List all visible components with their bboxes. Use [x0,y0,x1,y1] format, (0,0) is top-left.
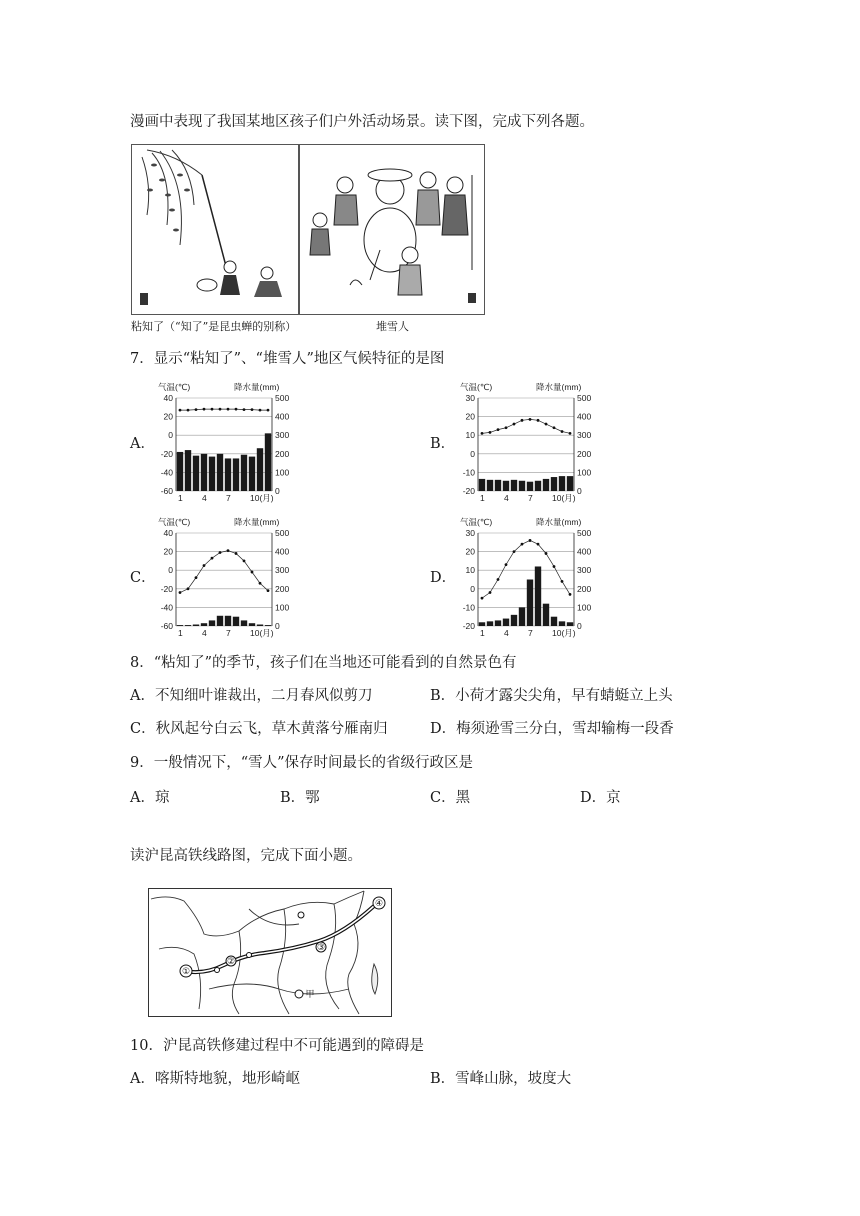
temp-tick-label: 20 [163,546,173,557]
precip-bar [193,625,199,626]
temp-point [497,578,500,581]
precip-bar [479,622,485,626]
q9-option-a: A．琼 [130,790,170,806]
temp-point [203,564,206,567]
temp-point [235,552,238,555]
precip-bar [201,454,207,491]
x-tick-label: 4 [202,628,207,638]
precip-bar [543,604,549,626]
map-marker-4: ④ [374,899,384,909]
precip-bar [535,566,541,626]
temp-tick-label: 20 [465,411,475,422]
intro-text-2: 读沪昆高铁线路图，完成下面小题。 [130,848,362,864]
precip-tick-label: 300 [577,430,592,441]
precip-bar [567,622,573,626]
precip-tick-label: 0 [577,486,582,496]
temp-point [481,597,484,600]
temp-tick-label: -10 [462,602,475,613]
precip-tick-label: 300 [275,430,290,441]
temp-point [545,552,548,555]
temp-tick-label: 20 [163,411,173,422]
map-marker-1: ① [181,967,191,977]
temp-point [251,408,254,411]
x-tick-label: 7 [226,493,231,503]
temp-tick-label: 30 [465,528,475,538]
precip-bar [225,616,231,626]
x-tick-label: 1 [480,628,485,638]
precip-bar [479,479,485,491]
precip-bar [503,619,509,626]
precip-bar [535,481,541,491]
temp-point [537,419,540,422]
temp-line [180,409,268,410]
precip-tick-label: 0 [577,621,582,631]
precip-tick-label: 100 [275,602,290,613]
precip-bar [241,620,247,626]
precip-bar [495,480,501,491]
precip-tick-label: 500 [275,528,290,538]
precip-tick-label: 400 [275,411,290,422]
temp-point [569,432,572,435]
precip-bar [257,448,263,491]
climate-chart-svg [148,517,308,647]
temp-axis-title: 气温(℃) [158,382,191,392]
precip-bar [177,625,183,626]
temp-point [505,563,508,566]
temp-point [195,576,198,579]
precip-bar [217,454,223,491]
option-d-label: D． [430,570,457,586]
temp-point [235,408,238,411]
x-tick-label: 4 [504,628,509,638]
precip-tick-label: 500 [577,393,592,403]
q8-option-b: B．小荷才露尖尖角，早有蜻蜓立上头 [430,688,673,704]
temp-tick-label: -20 [160,448,173,459]
temp-point [259,409,262,412]
precip-bar [511,480,517,491]
temp-point [259,582,262,585]
temp-point [489,591,492,594]
precip-tick-label: 0 [275,486,280,496]
precip-bar [257,625,263,626]
temp-line [180,551,268,593]
x-tick-label: 4 [504,493,509,503]
x-tick-label: 4 [202,493,207,503]
x-tick-label: 1 [178,493,183,503]
temp-tick-label: 0 [470,448,475,459]
precip-bar [543,479,549,491]
temp-point [561,430,564,433]
temp-point [513,550,516,553]
precip-bar [185,450,191,491]
precip-tick-label: 400 [577,411,592,422]
precip-bar [567,476,573,491]
q9-option-d: D．京 [580,790,621,806]
q10-option-b: B．雪峰山脉，坡度大 [430,1071,572,1087]
temp-tick-label: 0 [168,430,173,441]
q9-option-b: B．鄂 [280,790,320,806]
precip-bar [551,477,557,491]
precip-bar [495,620,501,626]
temp-point [187,409,190,412]
temp-tick-label: -60 [160,621,173,631]
temp-point [211,557,214,560]
precip-tick-label: 500 [577,528,592,538]
temp-tick-label: -20 [462,621,475,631]
temp-point [481,432,484,435]
temp-tick-label: -60 [160,486,173,496]
precip-tick-label: 200 [577,448,592,459]
precip-bar [193,456,199,491]
temp-tick-label: -20 [462,486,475,496]
precip-tick-label: 100 [577,467,592,478]
precip-axis-title: 降水量(mm) [536,517,582,527]
precip-bar [225,458,231,491]
precip-bar [503,481,509,491]
climate-chart-svg [450,382,610,512]
precip-tick-label: 100 [577,602,592,613]
precip-bar [209,457,215,491]
climate-chart-svg [148,382,308,512]
x-tick-label: 10(月) [250,493,274,503]
x-tick-label: 7 [528,628,533,638]
climate-chart-d [450,517,610,651]
precip-bar [519,481,525,491]
temp-point [195,408,198,411]
x-tick-label: 10(月) [552,628,576,638]
temp-tick-label: -40 [160,602,173,613]
option-a-label: A． [130,436,155,452]
temp-tick-label: -10 [462,467,475,478]
temp-tick-label: 10 [465,430,475,441]
temp-tick-label: 20 [465,546,475,557]
comic-snowman-image [299,144,485,315]
q8-option-d: D．梅须逊雪三分白，雪却输梅一段香 [430,721,674,737]
precip-tick-label: 500 [275,393,290,403]
map-marker-2: ② [226,957,236,967]
intro-text: 漫画中表现了我国某地区孩子们户外活动场景。读下图，完成下列各题。 [130,114,594,130]
temp-point [227,549,230,552]
temp-point [219,551,222,554]
q10-option-a: A．喀斯特地貌，地形崎岖 [130,1071,300,1087]
temp-point [497,428,500,431]
temp-axis-title: 气温(℃) [158,517,191,527]
temp-point [529,539,532,542]
precip-bar [551,617,557,626]
temp-point [537,543,540,546]
map-marker-3: ③ [316,943,326,953]
temp-point [521,419,524,422]
temp-tick-label: 0 [168,565,173,576]
temp-point [179,591,182,594]
option-b-label: B． [430,436,456,452]
temp-line [482,419,570,433]
question-8-stem: 8．“粘知了”的季节，孩子们在当地还可能看到的自然景色有 [130,655,517,671]
option-c-label: C． [130,570,156,586]
comic-right-caption: 堆雪人 [376,320,409,333]
climate-chart-a [148,382,308,516]
precip-bar [201,623,207,626]
temp-axis-title: 气温(℃) [460,382,493,392]
question-10-stem: 10．沪昆高铁修建过程中不可能遇到的障碍是 [130,1038,424,1054]
temp-point [179,409,182,412]
precip-bar [487,480,493,491]
temp-tick-label: -40 [160,467,173,478]
climate-chart-svg [450,517,610,647]
x-tick-label: 1 [178,628,183,638]
precip-bar [265,433,271,491]
precip-bar [527,482,533,491]
climate-chart-c [148,517,308,651]
x-tick-label: 10(月) [250,628,274,638]
precip-tick-label: 0 [275,621,280,631]
precip-tick-label: 400 [577,546,592,557]
x-tick-label: 7 [226,628,231,638]
temp-point [489,431,492,434]
precip-bar [185,625,191,626]
precip-tick-label: 100 [275,467,290,478]
temp-tick-label: -20 [160,583,173,594]
x-tick-label: 1 [480,493,485,503]
map-region-label: 甲 [305,990,315,1000]
comic-catching-cicada-image [131,144,299,315]
temp-point [251,571,254,574]
precip-axis-title: 降水量(mm) [234,382,280,392]
temp-point [529,418,532,421]
precip-tick-label: 400 [275,546,290,557]
temp-point [521,543,524,546]
temp-point [227,408,230,411]
temp-tick-label: 0 [470,583,475,594]
precip-bar [233,458,239,491]
x-tick-label: 7 [528,493,533,503]
q8-option-c: C．秋风起兮白云飞，草木黄落兮雁南归 [130,721,388,737]
temp-point [203,408,206,411]
precip-bar [265,625,271,626]
precip-axis-title: 降水量(mm) [536,382,582,392]
temp-tick-label: 30 [465,393,475,403]
question-7-stem: 7．显示“粘知了”、“堆雪人”地区气候特征的是图 [130,351,445,367]
temp-axis-title: 气温(℃) [460,517,493,527]
temp-point [243,560,246,563]
precip-bar [217,616,223,626]
precip-bar [209,620,215,626]
precip-axis-title: 降水量(mm) [234,517,280,527]
precip-bar [519,607,525,626]
temp-tick-label: 40 [163,528,173,538]
temp-tick-label: 40 [163,393,173,403]
comic-left-caption: 粘知了（“知了”是昆虫蝉的别称） [131,320,297,333]
temp-point [553,426,556,429]
precip-bar [559,476,565,491]
temp-point [219,408,222,411]
precip-bar [487,621,493,626]
precip-tick-label: 200 [275,448,290,459]
temp-point [267,589,270,592]
q9-option-c: C．黑 [430,790,471,806]
temp-point [211,408,214,411]
railway-route-map [148,888,392,1017]
x-tick-label: 10(月) [552,493,576,503]
q8-option-a: A．不知细叶谁裁出，二月春风似剪刀 [130,688,373,704]
temp-point [513,423,516,426]
precip-bar [241,455,247,491]
temp-point [545,423,548,426]
question-9-stem: 9．一般情况下，“雪人”保存时间最长的省级行政区是 [130,755,474,771]
temp-tick-label: 10 [465,565,475,576]
temp-point [561,580,564,583]
climate-chart-b [450,382,610,516]
temp-point [267,409,270,412]
precip-bar [511,615,517,626]
precip-bar [249,457,255,491]
temp-line [482,540,570,598]
precip-tick-label: 300 [275,565,290,576]
precip-bar [527,580,533,627]
temp-point [187,587,190,590]
precip-tick-label: 300 [577,565,592,576]
temp-point [569,593,572,596]
temp-point [553,565,556,568]
temp-point [243,408,246,411]
precip-tick-label: 200 [275,583,290,594]
precip-bar [233,617,239,626]
precip-bar [559,621,565,626]
precip-tick-label: 200 [577,583,592,594]
temp-point [505,426,508,429]
precip-bar [249,623,255,626]
precip-bar [177,452,183,491]
